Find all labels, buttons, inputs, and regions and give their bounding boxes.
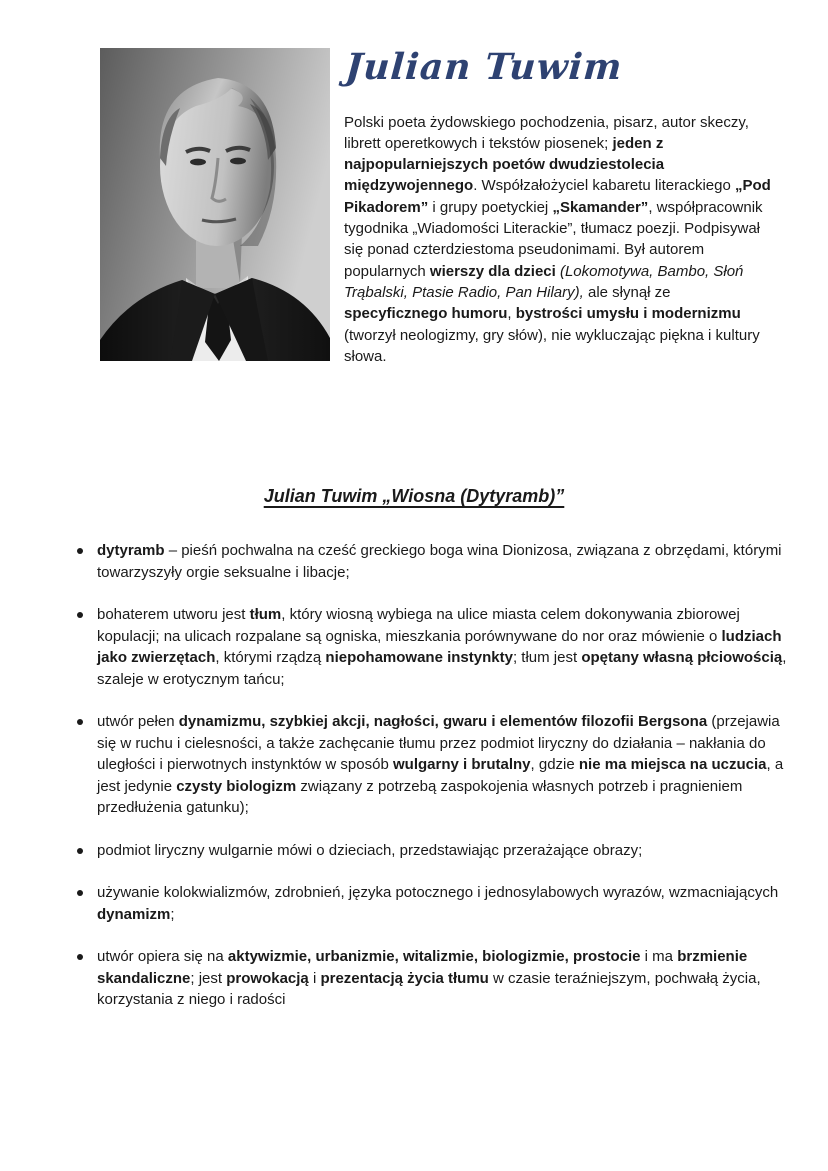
list-item [75,711,790,819]
list-item-text: utwór pełen dynamizmu, szybkiej akcji, nagłości, gwaru i elementów filozofii Bergsona (przejawia się w ruchu i cielesności, a także zachęcanie tłumu przez podmiot liryczny do działania – nakłania do uległości i pierwotnych instynktów w sposób wulgarny i brutalny, gdzie nie ma miejsca na uczucia, a jest jedynie czysty biologizm związany z potrzebą zaspokojenia własnych potrzeb i pragnieniem przedłużenia gatunku); [97,713,784,816]
bullet-icon [77,848,83,854]
portrait-photo-illustration [100,48,330,361]
bio-paragraph: Polski poeta żydowskiego pochodzenia, pisarz, autor skeczy, librett operetkowych i tekstów piosenek; jeden z najpopularniejszych poetów dwudziestolecia międzywojennego. Współzałożyciel kabaretu literackiego „Pod Pikadorem” i grupy poetyckiej „Skamander”, współpracownik tygodnika „Wiadomości Literackie”, tłumacz poezji. Podpisywał się ponad czterdziestoma pseudonimami. Był autorem popularnych wierszy dla dzieci (Lokomotywa, Bambo, Słoń Trąbalski, Ptasie Radio, Pan Hilary), ale słynął ze specyficznego humoru, bystrości umysłu i modernizmu (tworzył neologizmy, gry słów), nie wykluczając piękna i kultury słowa. [344,113,771,365]
list-item [75,840,790,862]
list-item [75,882,790,925]
list-item-text: używanie kolokwializmów, zdrobnień, języka potocznego i jednosylabowych wyrazów, wzmacniających dynamizm; [97,884,779,923]
list-item-text: utwór opiera się na aktywizmie, urbanizmie, witalizmie, biologizmie, prostocie i ma brzmienie skandaliczne; jest prowokacją i prezentacją życia tłumu w czasie teraźniejszym, pochwałą życia, korzystania z niego i radości [97,948,761,1008]
bullet-icon [77,719,83,725]
top-section [100,48,772,367]
bullet-icon [77,890,83,896]
bullet-icon [77,548,83,554]
portrait-photo [100,48,330,361]
section-heading: Julian Tuwim „Wiosna (Dytyramb)” [263,486,565,506]
list-item-text: podmiot liryczny wulgarnie mówi o dzieciach, przedstawiając przerażające obrazy; [97,841,643,859]
list-item [75,540,790,583]
bullet-icon [77,954,83,960]
list-item-text: dytyramb – pieśń pochwalna na cześć greckiego boga wina Dionizosa, związana z obrzędami, którymi towarzyszyły orgie seksualne i libacje; [97,542,782,581]
list-item-text: bohaterem utworu jest tłum, który wiosną wybiega na ulice miasta celem dokonywania zbiorowej kopulacji; na ulicach rozpalane są ogniska, mieszkania porównywane do nor oraz mówienie o ludziach jako zwierzętach, którymi rządzą niepohamowane instynkty; tłum jest opętany własną płciowością, szaleje w erotycznym tańcu; [97,606,787,688]
page-title: Julian Tuwim [343,46,624,88]
list-item [75,946,790,1011]
analysis-list [75,540,790,1032]
bio-column [344,48,772,367]
bullet-icon [77,612,83,618]
list-item [75,604,790,690]
